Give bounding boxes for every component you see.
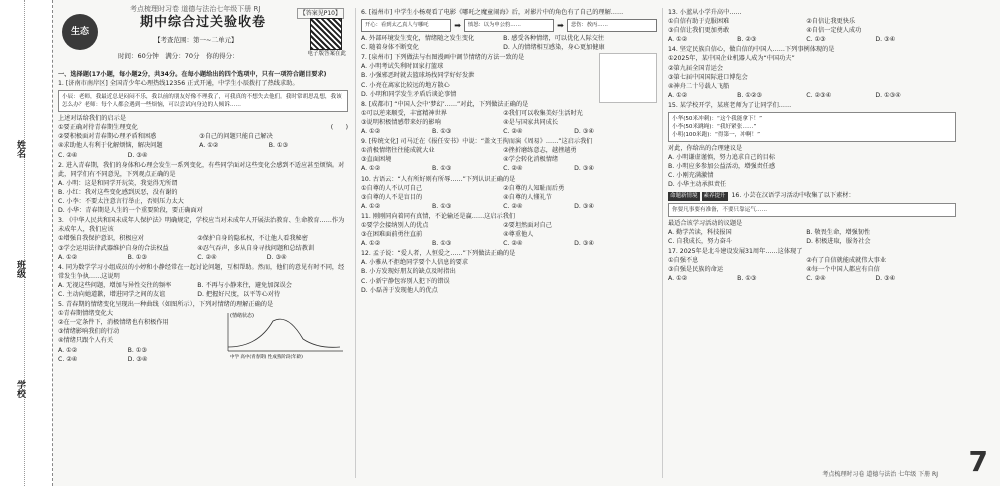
exam-meta: 时间：60分钟 满分：70分 你的得分： — [118, 52, 239, 60]
column-divider — [355, 8, 356, 478]
question-1: 1. [济南市南岸区] 全国青少年心理热线12356 正式开通，中学生小辰拨打了热线求助。 小辰：老师，我最近总是闷闷不乐，我以前的朋友好像不理我了，可我真的不想失去他们。我时常胡思乱想，我该怎么办？老师：每个人都会遇到一些烦恼，可以尝试向身边的人倾诉…… 上述对话给我们的启示是 ( ) ①要正确对待青春期生理变化②要积极面对青春期心理矛盾和困惑 ③自己的问题只能自己解决④求助他人有利于化解烦恼，解决问题 A. ①② B. ①③C. ②④ D. ③④ — [58, 80, 348, 159]
question-7: 7. [泉州市] 下列做法与右图漫画中调节情绪的方法一致的是 A. 小明考试失利时回家打篮球 B. 小强邪恶时就去篮球场找同学好好发泄 C. 小亮在离家比较远的地方散心 D. 小明和同学发生矛盾后谈论事情 — [361, 53, 657, 98]
question-17: 17. 2025年是北斗建设发展31周年……这体现了 ①自强不息 ②有了自信就能成就伟大事业 ③自强是民族的命运 ④每一个中国人都应有自信 A. ①② B. ①③ C. ②④ D. ③④ — [668, 247, 896, 283]
column-divider — [662, 8, 663, 478]
question-4: 4. 同为数学学习小组成员的小婷和小静经常在一起讨论问题，互相帮助。然而，他们的意见有时不同，经常发生争执……这说明 A. 无视这些问题，增加与异性交往的频率 B. 不再与小静来往，避免加深误会 C. 主动向她道歉，增进同学之间的友谊 D. 把握好尺度，以平等心对待 — [58, 263, 345, 298]
exam-title-block — [58, 8, 348, 66]
svg-text:中学 高中(青春期) 性成熟阶段(年龄): 中学 高中(青春期) 性成熟阶段(年龄) — [230, 355, 303, 360]
binding-margin — [0, 0, 53, 486]
emotion-flow: 开心：看到太乙真人与哪吒 ➡ 愤怒：以为申公豹…… ➡ 悲伤：敖丙…… — [361, 19, 657, 32]
qr-code-icon[interactable] — [310, 18, 342, 50]
exam-title: 期中综合过关验收卷 — [140, 15, 267, 30]
name-label: 姓名 — [15, 140, 25, 158]
question-3: 3. 《中华人民共和国未成年人保护法》明确规定，学校应当对未成年人开展法治教育、生命教育……作为未成年人，我们应该 ①增强自我保护意识，积极应对 ②保护自身的隐私权，不让他人看我秘密 ③学会运用法律武器维护自身的合法权益 ④忍气吞声，多从自身寻找问题和总结教训 A. ①② B. ①③ C. ②④ D. ③④ — [58, 217, 345, 261]
class-label: 班级 — [15, 260, 25, 278]
tag-badge: 命题新情境 — [668, 192, 700, 201]
school-label: 学校 — [15, 380, 25, 398]
quote-box: 小华(50米冲刺)：“这个我能拿下！” 小李(50米跳绳)：“我好紧张……” 小明(100米跑)：“得第一，冲啊！” — [668, 112, 956, 142]
question-6: 6. [福州市] 中学生小杨观看了电影《哪吒之魔童闹海》后，对影片中的角色有了自己的理解…… 开心：看到太乙真人与哪吒 ➡ 愤怒：以为申公豹…… ➡ 悲伤：敖丙…… A. 外部环境发生变化，情绪随之发生变化 B. 感受各种情绪，可以优化人际交往 C. 随着身体不断变化 D. 人的情绪相互感染，身心更加健康 — [361, 8, 657, 52]
question-8: 8. [成都市] “中国人会中‘梦幻’……”对此，下列做法正确的是 ①可以逆来顺受，丰富精神世界 ②我们可以收集美好生活时光 ③说明积极情感带来好的影响 ④是与国家共同成长 A. ①② B. ①③ C. ②④ D. ③④ — [361, 100, 594, 136]
cut-line — [24, 0, 25, 486]
dialog-box: 小辰：老师，我最近总是闷闷不乐，我以前的朋友好像不理我了，可我真的不想失去他们。我时常胡思乱想，我该怎么办？老师：每个人都会遇到一些烦恼，可以尝试向身边的人倾诉…… — [58, 90, 348, 112]
question-14: 14. 坚定民族自信心，做自信的中国人……下列事例体现的是 ①2025年，某中国企业机器人成为“中国功夫” ②第九届全国青运会 ③第七届中国国际进口博览会 ④神舟二十号载人飞船 A. ①② B. ①②③ C. ②③④ D. ①③④ — [668, 46, 901, 99]
column-2 — [361, 8, 657, 478]
qr-label: 电子版答案在此 — [307, 51, 346, 57]
question-10: 10. 古语云：“人有所好则有所辱……”下列认识正确的是 ①自尊的人不认可自己 ②自尊的人知耻而后勇 ③自尊的人不是盲目的 ④自尊的人懂礼节 A. ①② B. ①③ C. ②④ D. ③④ — [361, 175, 594, 210]
question-15: 15. 某学校开学，某班老师为了让同学们…… 小华(50米冲刺)：“这个我能拿下！” 小李(50米跳绳)：“我好紧张……” 小明(100米跑)：“得第一，冲啊！” 对此，你给出的合理建议是 A. 小明谦虚谨慎，努力追求自己的目标 B. 小明应多参加公益活动，增强责任感 C. 小刚充满激情 D. 小华主动承担责任 — [668, 101, 956, 190]
tag-badge: 素养提升 — [702, 192, 728, 201]
material-box: 你要凡事要有准备，不要只靠运气…… — [668, 203, 956, 217]
section-heading: 一、选择题(17小题，每小题2分，共34分。在每小题给出的四个选项中，只有一项符合题目要求) — [58, 71, 327, 78]
question-9: 9. [传统文化] 司马迁在《报任安书》中说：“盖文王拘而演《周易》……”这启示我们 ①消极情绪往往能成就大业 ②挫折磨练意志，越挫越勇 ③直面困境 ④学会转化消极情绪 A. ①② B. ①③ C. ②④ D. ③④ — [361, 138, 594, 173]
exam-scope: 【考查范围：第一~二单元】 — [154, 36, 238, 44]
page-number: 7 — [968, 445, 988, 478]
emotion-curve-chart — [218, 309, 348, 359]
question-16: 命题新情境 素养提升 16. 小芸在汉语学习活动中收集了以下素材： 你要凡事要有准备，不要只靠运气…… 最适合该学习活动的议题是 A. 勤学苦读，科技报国 B. 敬畏生命，增强韧性 C. 自我成长，努力奋斗 D. 积极进取，服务社会 — [668, 191, 956, 246]
question-12: 12. 孟子说：“爱人者，人恒爱之……”下列做法正确的是 A. 小雅从不拒绝同学要个人信息的要求 B. 小方发现好朋友的缺点及时指出 C. 小新宁静包容别人犯下的错误 D. 小磊善于发现他人的优点 — [361, 250, 516, 294]
logo: 生态 — [62, 14, 98, 50]
running-header: 考点梳理时习卷 道德与法治七年级下册 RJ — [130, 5, 261, 13]
comic-image — [599, 53, 657, 103]
page-footer: 考点梳理时习卷 道德与法治 七年级 下册 RJ — [822, 471, 938, 478]
question-5: 5. 青春期的情绪变化呈现出一种曲线（如图所示），下列对情绪的理解正确的是 (情绪状态) 中学 高中(青春期) 性成熟阶段(年龄) ①青春期情绪变化大 ②在一定条件下，消极情绪也有积极作用 ③情绪影响我们的行动 ④情绪只跟个人有关 A. ①② B. ①③C. ②④ D. ③④ — [58, 300, 348, 364]
answer-ref: 【答案见P10】 — [297, 8, 344, 19]
column-1 — [58, 8, 348, 478]
svg-text:(情绪状态): (情绪状态) — [230, 313, 254, 320]
question-11: 11. 刚刚同向着同有真情，不论输还是赢……这启示我们 ①要学会接纳别人的优点 ②要坦然面对自己 ③在困难面前勇往直前 ④尊重他人 A. ①② B. ①③ C. ②④ D. ③④ — [361, 212, 594, 248]
column-3 — [668, 8, 956, 478]
question-13: 13. 小蓝从小学升高中…… ①自信有助于克服困难 ②自信让我更快乐 ③自信让我们更加勇敢 ④自信一定使人成功 A. ①② B. ②③ C. ①③ D. ③④ — [668, 9, 896, 44]
question-2: 2. 进入青春期，我们的身体和心理会发生一系列变化，有些同学面对这些变化会感到不适应甚至烦恼。对此，同学们有不同意见，下列观点正确的是 A. 小明：这是和同学开玩笑，我觉得无所谓 B. 小红：我对这些变化感到厌恶，没有谢的 C. 小李：不要太注意言行举止，否则压力太大 D. 小华：青春期是人生的一个重要阶段，要正确面对 — [58, 161, 345, 215]
